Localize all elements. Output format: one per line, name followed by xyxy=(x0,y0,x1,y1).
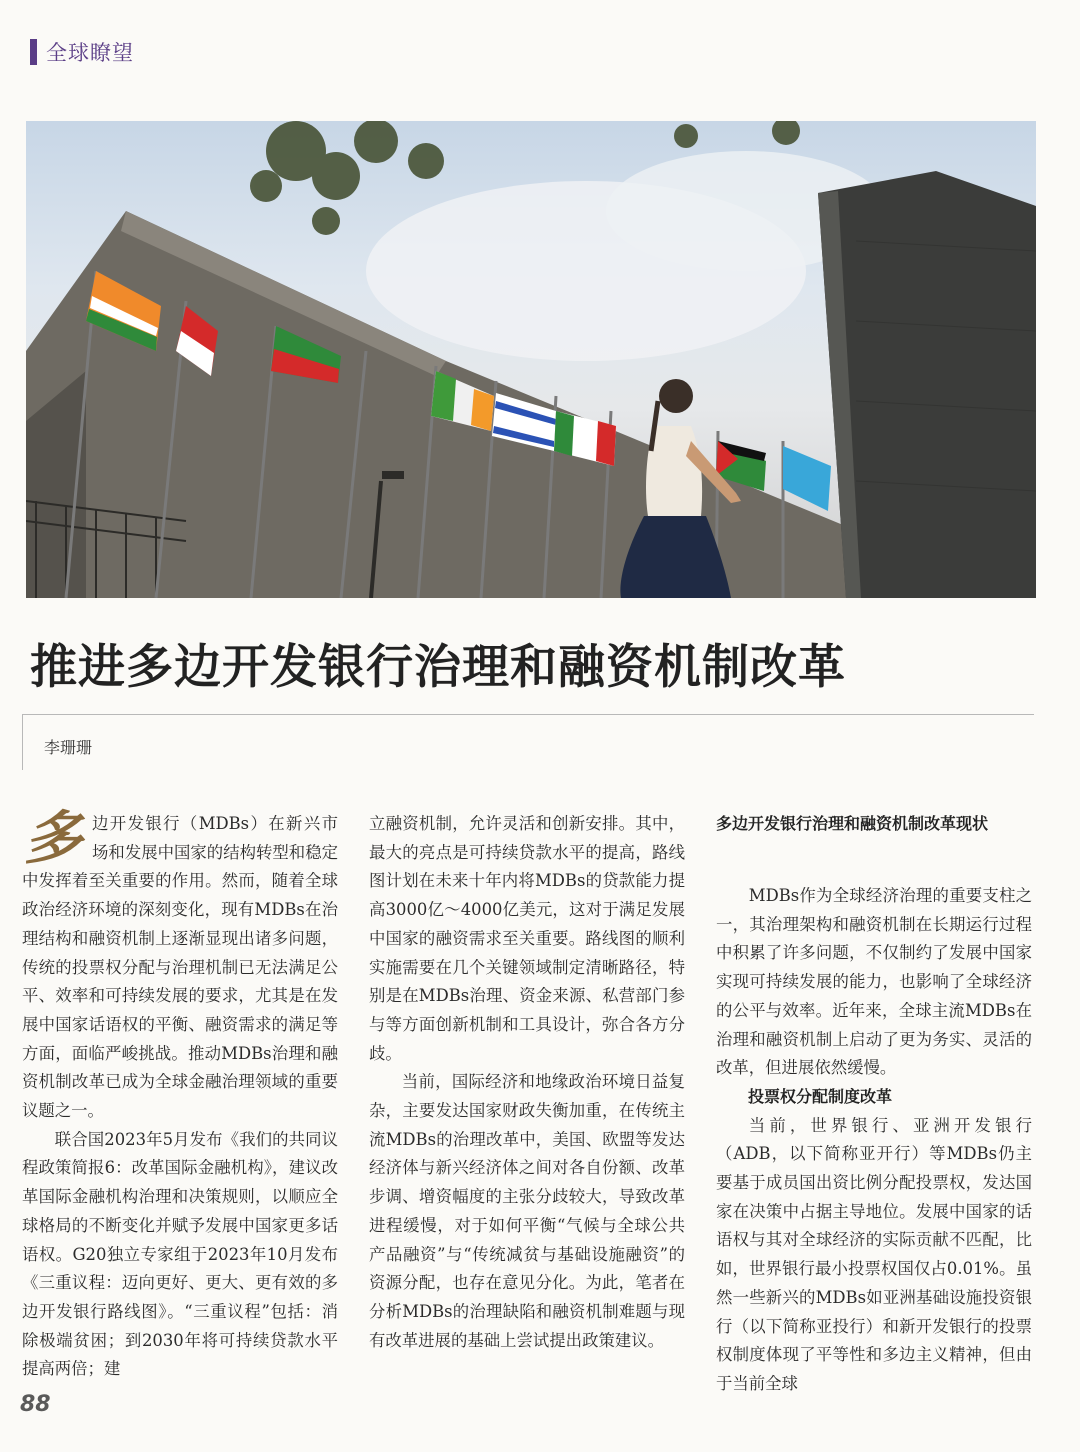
paragraph: 立融资机制，允许灵活和创新安排。其中，最大的亮点是可持续贷款水平的提高，路线图计划在未来十年内将MDBs的贷款能力提高3000亿～4000亿美元，这对于满足发展中国家的融资需求至关重要。路线图的顺利实施需要在几个关键领域制定清晰路径，特别是在MDBs治理、资金来源、私营部门参与等方面创新机制和工具设计，弥合各方分歧。 xyxy=(369,814,685,1063)
hero-photo xyxy=(26,121,1036,598)
paragraph: 当前，世界银行、亚洲开发银行（ADB，以下简称亚开行）等MDBs仍主要基于成员国出资比例分配投票权，发达国家在决策中占据主导地位。发展中国家的话语权与其对全球经济的实际贡献不匹配，比如，世界银行最小投票权国仅占0.01%。虽然一些新兴的MDBs如亚洲基础设施投资银行（以下简称亚投行）和新开发银行的投票权制度体现了平等性和多边主义精神，但由于当前全球 xyxy=(716,1115,1032,1393)
column-2 xyxy=(369,810,685,1355)
author-divider xyxy=(22,714,23,770)
paragraph: 当前，国际经济和地缘政治环境日益复杂，主要发达国家财政失衡加重，在传统主流MDBs的治理改革中，美国、欧盟等发达经济体与新兴经济体之间对各自份额、改革步调、增资幅度的主张分歧较大，导致改革进程缓慢，对于如何平衡“气候与全球公共产品融资”与“传统减贫与基础设施融资”的资源分配，也存在意见分化。为此，笔者在分析MDBs的治理缺陷和融资机制难题与现有改革进展的基础上尝试提出政策建议。 xyxy=(369,1072,685,1350)
section-tag xyxy=(30,38,134,66)
title-divider xyxy=(22,714,1034,715)
section-accent-bar xyxy=(30,39,37,65)
paragraph: 联合国2023年5月发布《我们的共同议程政策简报6：改革国际金融机构》，建议改革国际金融机构治理和决策规则，以顺应全球格局的不断变化并赋予发展中国家更多话语权。G20独立专家组于2023年10月发布《三重议程：迈向更好、更大、更有效的多边开发银行路线图》。“三重议程”包括：消除极端贫困；到2030年将可持续贷款水平提高两倍；建 xyxy=(22,1129,338,1379)
column-3 xyxy=(716,810,1032,1399)
section-label: 全球瞭望 xyxy=(46,41,134,65)
paragraph: MDBs作为全球经济治理的重要支柱之一，其治理架构和融资机制在长期运行过程中积累了许多问题，不仅制约了发展中国家实现可持续发展的能力，也影响了全球经济的公平与效率。近年来，全球主流MDBs在治理和融资机制上启动了更为务实、灵活的改革，但进展依然缓慢。 xyxy=(716,886,1032,1078)
section-heading: 多边开发银行治理和融资机制改革现状 xyxy=(716,814,989,833)
drop-cap: 多 xyxy=(24,804,83,872)
paragraph xyxy=(22,804,338,1126)
article-title: 推进多边开发银行治理和融资机制改革 xyxy=(30,640,846,695)
column-1 xyxy=(22,804,338,1384)
author-name: 李珊珊 xyxy=(44,738,93,757)
subsection-heading: 投票权分配制度改革 xyxy=(748,1086,893,1106)
page-number: 88 xyxy=(20,1392,51,1417)
un-headquarters-photo-icon xyxy=(26,121,1036,598)
paragraph-text: 边开发银行（MDBs）在新兴市场和发展中国家的结构转型和稳定中发挥着至关重要的作用。然而，随着全球政治经济环境的深刻变化，现有MDBs在治理结构和融资机制上逐渐显现出诸多问题，传统的投票权分配与治理机制已无法满足公平、效率和可持续发展的要求，尤其是在发展中国家话语权的平衡、融资需求的满足等方面，面临严峻挑战。推动MDBs治理和融资机制改革已成为全球金融治理领域的重要议题之一。 xyxy=(22,814,338,1121)
